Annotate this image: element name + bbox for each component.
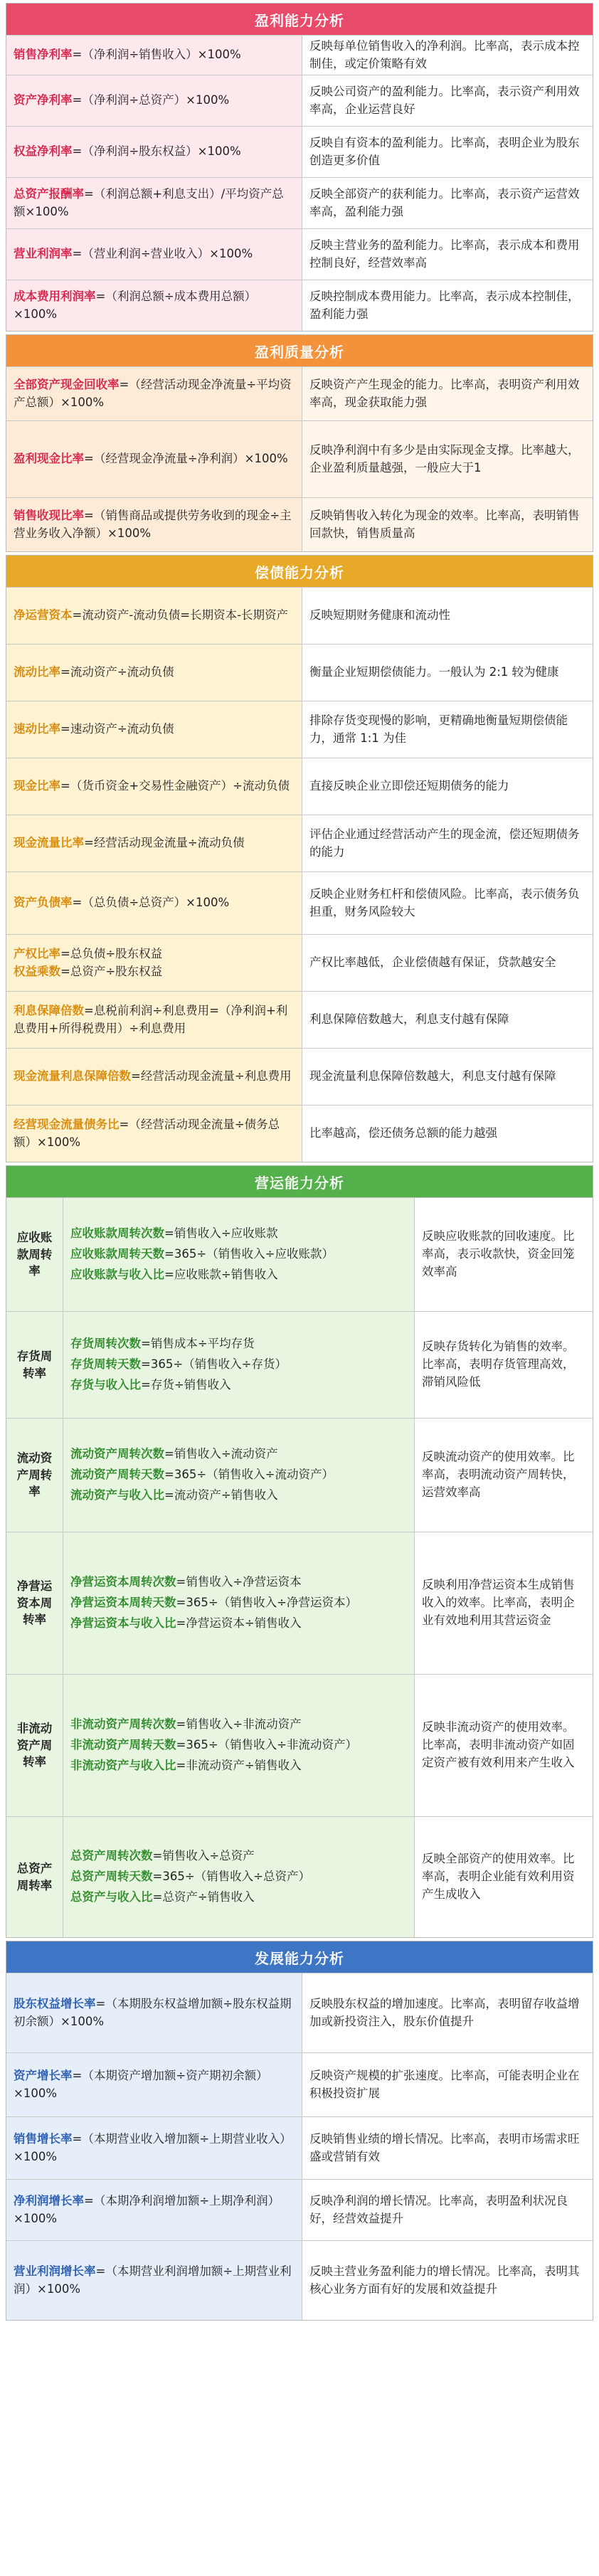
table-row xyxy=(6,2052,593,2116)
ratio-group-label: 总资产周转率 xyxy=(6,1817,63,1937)
ratio-term: 总资产周转天数 xyxy=(70,1870,153,1884)
table-row xyxy=(6,75,593,126)
ratio-term: 总资产报酬率 xyxy=(14,186,84,201)
description-cell: 反映短期财务健康和流动性 xyxy=(302,588,593,644)
description-cell: 反映应收账款的回收速度。比率高，表示收款快，资金回笼效率高 xyxy=(415,1198,593,1311)
description-cell: 反映控制成本费用能力。比率高，表示成本控制佳，盈利能力强 xyxy=(302,280,593,331)
description-cell: 反映主营业务的盈利能力。比率高，表示成本和费用控制良好，经营效率高 xyxy=(302,229,593,280)
description-cell: 反映公司资产的盈利能力。比率高，表示资产利用效率高，企业运营良好 xyxy=(302,75,593,126)
formula-cell xyxy=(6,701,302,758)
ratio-term: 存货与收入比 xyxy=(70,1377,141,1392)
ratio-formula: =（净利润÷总资产）×100% xyxy=(72,93,230,107)
table-row xyxy=(6,1674,593,1816)
ratio-term: 资产净利率 xyxy=(14,93,73,107)
table-row xyxy=(6,1197,593,1311)
ratio-term: 非流动资产周转天数 xyxy=(70,1738,176,1752)
ratio-term: 销售净利率 xyxy=(14,48,73,62)
formula-cell xyxy=(63,1419,415,1532)
ratio-formula: =（经营活动现金流量÷债务总额）×100% xyxy=(14,1117,280,1149)
ratio-formula: =（本期营业收入增加额÷上期营业收入）×100% xyxy=(14,2131,292,2163)
formula-cell xyxy=(6,935,302,991)
formula-cell xyxy=(6,421,302,497)
table-row xyxy=(6,1311,593,1418)
ratio-term: 现金流量比率 xyxy=(14,836,84,850)
description-cell: 产权比率越低，企业偿债越有保证，贷款越安全 xyxy=(302,935,593,991)
ratio-term: 现金流量利息保障倍数 xyxy=(14,1069,131,1083)
description-cell: 反映资产规模的扩张速度。比率高，可能表明企业在积极投资扩展 xyxy=(302,2053,593,2116)
table-row xyxy=(6,758,593,815)
ratio-formula: =应收账款÷销售收入 xyxy=(164,1267,278,1281)
description-cell: 反映存货转化为销售的效率。比率高，表明存货管理高效，滞销风险低 xyxy=(415,1312,593,1418)
ratio-term: 产权比率 xyxy=(14,946,60,960)
description-cell: 反映自有资本的盈利能力。比率高，表明企业为股东创造更多价值 xyxy=(302,127,593,177)
description-cell: 利息保障倍数越大，利息支付越有保障 xyxy=(302,992,593,1048)
formula-cell xyxy=(6,815,302,871)
formula-cell xyxy=(6,498,302,551)
description-cell: 反映全部资产的获利能力。比率高，表示资产运营效率高，盈利能力强 xyxy=(302,178,593,228)
description-cell: 评估企业通过经营活动产生的现金流，偿还短期债务的能力 xyxy=(302,815,593,871)
ratio-term: 资产增长率 xyxy=(14,2068,73,2082)
ratio-group-label: 应收账款周转率 xyxy=(6,1198,63,1311)
table-row xyxy=(6,2116,593,2179)
description-cell: 比率越高，偿还债务总额的能力越强 xyxy=(302,1106,593,1162)
ratio-term: 净运营资本 xyxy=(14,608,73,622)
ratio-term: 权益净利率 xyxy=(14,144,73,159)
ratio-formula: =总负债÷股东权益 xyxy=(60,946,163,960)
ratio-term: 应收账款与收入比 xyxy=(70,1267,164,1281)
ratio-formula: =365÷（销售收入÷总资产） xyxy=(152,1870,310,1884)
section-title: 发展能力分析 xyxy=(6,1941,593,1973)
ratio-formula: =流动资产÷流动负债 xyxy=(60,665,174,679)
ratio-group-label: 存货周转率 xyxy=(6,1312,63,1418)
formula-cell xyxy=(6,645,302,701)
formula-cell xyxy=(6,280,302,331)
ratio-formula: =（经营活动现金净流量÷平均资产总额）×100% xyxy=(14,377,292,409)
ratio-group-label: 非流动资产周转率 xyxy=(6,1675,63,1816)
ratio-formula: =净营运资本÷销售收入 xyxy=(176,1616,302,1630)
description-cell: 现金流量利息保障倍数越大，利息支付越有保障 xyxy=(302,1049,593,1105)
ratio-formula: =（利润总额+利息支出）/平均资产总额×100% xyxy=(14,186,284,218)
formula-cell xyxy=(6,1049,302,1105)
ratio-term: 应收账款周转天数 xyxy=(70,1247,164,1261)
formula-cell xyxy=(6,2117,302,2179)
ratio-formula: =365÷（销售收入÷存货） xyxy=(141,1357,287,1372)
formula-cell xyxy=(6,229,302,280)
ratio-formula: =非流动资产÷销售收入 xyxy=(176,1758,302,1772)
ratio-formula: =（利润总额÷成本费用总额）×100% xyxy=(14,289,257,321)
description-cell: 反映销售收入转化为现金的效率。比率高，表明销售回款快，销售质量高 xyxy=(302,498,593,551)
table-row xyxy=(6,1418,593,1532)
ratio-group-label: 流动资产周转率 xyxy=(6,1419,63,1532)
ratio-formula: =（本期净利润增加额÷上期净利润）×100% xyxy=(14,2193,280,2225)
formula-cell xyxy=(6,992,302,1048)
ratio-term: 总资产与收入比 xyxy=(70,1889,153,1904)
ratio-term: 经营现金流量债务比 xyxy=(14,1117,120,1131)
description-cell: 反映流动资产的使用效率。比率高，表明流动资产周转快，运营效率高 xyxy=(415,1419,593,1532)
ratio-term: 净利润增长率 xyxy=(14,2193,84,2207)
table-row xyxy=(6,991,593,1048)
ratio-term: 存货周转天数 xyxy=(70,1357,141,1372)
ratio-formula: =经营活动现金流量÷流动负债 xyxy=(84,836,245,850)
formula-cell xyxy=(6,758,302,815)
section-title: 营运能力分析 xyxy=(6,1166,593,1197)
description-cell: 反映主营业务盈利能力的增长情况。比率高，表明其核心业务方面有好的发展和效益提升 xyxy=(302,2241,593,2320)
formula-cell xyxy=(63,1675,415,1816)
table-row xyxy=(6,497,593,551)
formula-cell xyxy=(6,2241,302,2320)
formula-cell xyxy=(6,588,302,644)
ratio-formula: =（本期股东权益增加额÷股东权益期初余额）×100% xyxy=(14,1996,292,2028)
formula-cell xyxy=(6,36,302,75)
ratio-formula: =速动资产÷流动负债 xyxy=(60,722,174,736)
table-row xyxy=(6,366,593,420)
ratio-term: 营业利润增长率 xyxy=(14,2264,96,2278)
table-row xyxy=(6,1048,593,1105)
ratio-term: 总资产周转次数 xyxy=(70,1849,153,1863)
description-cell: 反映企业财务杠杆和偿债风险。比率高，表示债务负担重，财务风险较大 xyxy=(302,872,593,934)
ratio-formula: =365÷（销售收入÷净营运资本） xyxy=(176,1596,357,1610)
ratio-formula: =经营活动现金流量÷利息费用 xyxy=(131,1069,292,1083)
ratio-formula: =息税前利润÷利息费用=（净利润+利息费用+所得税费用）÷利息费用 xyxy=(14,1003,288,1035)
formula-cell xyxy=(6,1106,302,1162)
formula-cell xyxy=(63,1532,415,1674)
formula-cell xyxy=(6,2180,302,2240)
table-row xyxy=(6,177,593,228)
section-growth xyxy=(6,1941,593,2321)
ratio-term: 销售收现比率 xyxy=(14,508,84,522)
formula-cell xyxy=(6,367,302,420)
ratio-term: 资产负债率 xyxy=(14,896,73,910)
ratio-term: 全部资产现金回收率 xyxy=(14,377,120,391)
section-title: 偿债能力分析 xyxy=(6,556,593,587)
ratio-term: 盈利现金比率 xyxy=(14,452,84,466)
ratio-term: 股东权益增长率 xyxy=(14,1996,96,2010)
ratio-term: 成本费用利润率 xyxy=(14,289,96,303)
ratio-term: 销售增长率 xyxy=(14,2131,73,2146)
ratio-formula: =存货÷销售收入 xyxy=(141,1377,231,1392)
ratio-term: 速动比率 xyxy=(14,722,60,736)
ratio-term: 流动比率 xyxy=(14,665,60,679)
ratio-term: 净营运资本与收入比 xyxy=(70,1616,176,1630)
description-cell: 反映净利润中有多少是由实际现金支撑。比率越大，企业盈利质量越强，一般应大于1 xyxy=(302,421,593,497)
ratio-term: 流动资产周转天数 xyxy=(70,1468,164,1482)
table-row xyxy=(6,420,593,497)
ratio-formula: =（本期资产增加额÷资产期初余额）×100% xyxy=(14,2068,268,2100)
ratio-term: 现金比率 xyxy=(14,779,60,793)
ratio-formula: =销售收入÷应收账款 xyxy=(164,1226,278,1241)
ratio-formula: =（总负债÷总资产）×100% xyxy=(72,896,230,910)
description-cell: 反映净利润的增长情况。比率高，表明盈利状况良好，经营效益提升 xyxy=(302,2180,593,2240)
ratio-formula: =（本期营业利润增加额÷上期营业利润）×100% xyxy=(14,2264,292,2296)
ratio-formula: =365÷（销售收入÷非流动资产） xyxy=(176,1738,357,1752)
ratio-term: 营业利润率 xyxy=(14,247,73,261)
section-title: 盈利质量分析 xyxy=(6,335,593,366)
ratio-formula: =销售收入÷非流动资产 xyxy=(176,1717,302,1732)
description-cell: 反映非流动资产的使用效率。比率高，表明非流动资产如固定资产被有效利用来产生收入 xyxy=(415,1675,593,1816)
ratio-term: 应收账款周转次数 xyxy=(70,1226,164,1241)
formula-cell xyxy=(63,1312,415,1418)
ratio-term: 流动资产与收入比 xyxy=(70,1488,164,1502)
table-row xyxy=(6,587,593,644)
ratio-formula: =销售收入÷总资产 xyxy=(152,1849,255,1863)
table-row xyxy=(6,934,593,991)
ratio-term: 非流动资产与收入比 xyxy=(70,1758,176,1772)
table-row xyxy=(6,1532,593,1674)
description-cell: 直接反映企业立即偿还短期债务的能力 xyxy=(302,758,593,815)
ratio-term: 流动资产周转次数 xyxy=(70,1447,164,1461)
formula-cell xyxy=(63,1198,415,1311)
ratio-term: 存货周转次数 xyxy=(70,1337,141,1351)
ratio-term: 净营运资本周转天数 xyxy=(70,1596,176,1610)
ratio-formula: =（营业利润÷营业收入）×100% xyxy=(72,247,253,261)
ratio-formula: =流动资产÷销售收入 xyxy=(164,1488,278,1502)
ratio-formula: =销售收入÷净营运资本 xyxy=(176,1575,302,1589)
description-cell: 反映资产产生现金的能力。比率高，表明资产利用效率高，现金获取能力强 xyxy=(302,367,593,420)
table-row xyxy=(6,126,593,177)
table-row xyxy=(6,35,593,75)
table-row xyxy=(6,2179,593,2240)
description-cell: 反映每单位销售收入的净利润。比率高，表示成本控制佳，或定价策略有效 xyxy=(302,36,593,75)
formula-cell xyxy=(6,872,302,934)
table-row xyxy=(6,1973,593,2052)
formula-cell xyxy=(6,2053,302,2116)
section-profitability xyxy=(6,3,593,332)
section-title: 盈利能力分析 xyxy=(6,4,593,35)
table-row xyxy=(6,2240,593,2320)
ratio-formula: =流动资产-流动负债=长期资本-长期资产 xyxy=(72,608,289,622)
ratio-formula: =（货币资金+交易性金融资产）÷流动负债 xyxy=(60,779,290,793)
ratio-formula: =（净利润÷股东权益）×100% xyxy=(72,144,241,159)
ratio-group-label: 净营运资本周转率 xyxy=(6,1532,63,1674)
table-row xyxy=(6,1105,593,1162)
ratio-term: 权益乘数 xyxy=(14,964,60,978)
ratio-formula: =总资产÷股东权益 xyxy=(60,964,163,978)
description-cell: 反映全部资产的使用效率。比率高，表明企业能有效利用资产生成收入 xyxy=(415,1817,593,1937)
ratio-formula: =销售收入÷流动资产 xyxy=(164,1447,278,1461)
description-cell: 反映销售业绩的增长情况。比率高，表明市场需求旺盛或营销有效 xyxy=(302,2117,593,2179)
ratio-formula: =（净利润÷销售收入）×100% xyxy=(72,48,241,62)
table-row xyxy=(6,644,593,701)
formula-cell xyxy=(6,178,302,228)
formula-cell xyxy=(6,75,302,126)
ratio-term: 净营运资本周转次数 xyxy=(70,1575,176,1589)
table-row xyxy=(6,1816,593,1937)
ratio-formula: =销售成本÷平均存货 xyxy=(141,1337,255,1351)
ratio-formula: =（经营现金净流量÷净利润）×100% xyxy=(84,452,288,466)
description-cell: 衡量企业短期偿债能力。一般认为 2:1 较为健康 xyxy=(302,645,593,701)
section-profit-quality xyxy=(6,334,593,552)
table-row xyxy=(6,280,593,331)
ratio-formula: =（销售商品或提供劳务收到的现金÷主营业务收入净额）×100% xyxy=(14,508,292,540)
ratio-term: 非流动资产周转次数 xyxy=(70,1717,176,1732)
formula-cell xyxy=(63,1817,415,1937)
description-cell: 反映利用净营运资本生成销售收入的效率。比率高，表明企业有效地利用其营运资金 xyxy=(415,1532,593,1674)
ratio-formula: =365÷（销售收入÷流动资产） xyxy=(164,1468,334,1482)
ratio-formula: =总资产÷销售收入 xyxy=(152,1889,255,1904)
description-cell: 排除存货变现慢的影响，更精确地衡量短期偿债能力，通常 1:1 为佳 xyxy=(302,701,593,758)
description-cell: 反映股东权益的增加速度。比率高，表明留存收益增加或新投资注入，股东价值提升 xyxy=(302,1973,593,2052)
table-row xyxy=(6,871,593,934)
table-row xyxy=(6,815,593,871)
section-operating xyxy=(6,1165,593,1938)
section-solvency xyxy=(6,555,593,1162)
ratio-formula: =365÷（销售收入÷应收账款） xyxy=(164,1247,334,1261)
table-row xyxy=(6,701,593,758)
ratio-term: 利息保障倍数 xyxy=(14,1003,84,1017)
table-row xyxy=(6,228,593,280)
formula-cell xyxy=(6,127,302,177)
formula-cell xyxy=(6,1973,302,2052)
